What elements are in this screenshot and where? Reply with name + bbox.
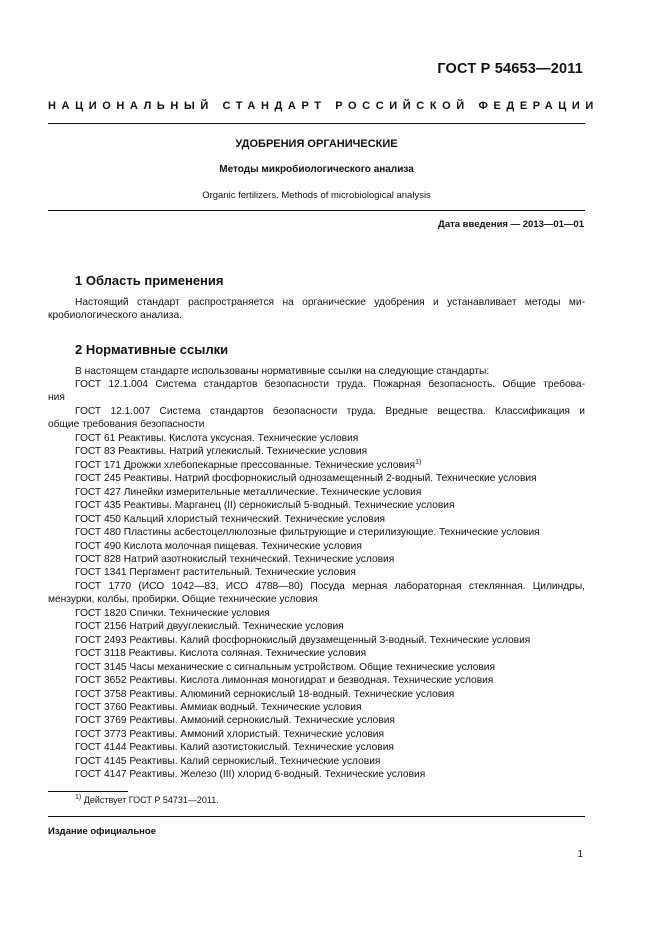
reference-item: ГОСТ 450 Кальций хлористый технический. Технические условия [75,514,386,525]
reference-item: ГОСТ 61 Реактивы. Кислота уксусная. Технические условия [75,433,359,444]
reference-item: ГОСТ 2493 Реактивы. Калий фосфорнокислый двузамещенный 3-водный. Технические условия [75,635,531,646]
reference-item: ГОСТ 3758 Реактивы. Алюминий сернокислый 18-водный. Технические условия [75,689,455,700]
section-1-text [75,296,585,309]
national-standard-banner: НАЦИОНАЛЬНЫЙ СТАНДАРТ РОССИЙСКОЙ ФЕДЕРАЦИИ [48,100,599,112]
reference-item: ГОСТ 3145 Часы механические с сигнальным устройством. Общие технические условия [75,662,496,673]
footnote-rule [48,791,128,792]
reference-line: ГОСТ 12.1.007 Система стандартов безопасности труда. Вредные вещества. Классификация и [75,406,585,417]
footer-rule [48,816,585,817]
gost-number: ГОСТ Р 54653—2011 [437,61,583,77]
header-rule [48,123,585,124]
reference-item: ГОСТ 2156 Натрий двууглекислый. Технические условия [75,621,344,632]
reference-text: ГОСТ 171 Дрожжи хлебопекарные прессованные. Технические условия [75,460,416,471]
reference-item: ГОСТ 1341 Пергамент растительный. Технические условия [75,567,356,578]
reference-item: ГОСТ 3760 Реактивы. Аммиак водный. Технические условия [75,702,362,713]
reference-item [75,580,585,593]
reference-item: ГОСТ 427 Линейки измерительные металлические. Технические условия [75,487,422,498]
reference-item: ГОСТ 245 Реактивы. Натрий фосфорнокислый однозамещенный 2-водный. Технические условия [75,473,537,484]
section-1-line: Настоящий стандарт распространяется на органические удобрения и устанавливает методы ми- [75,297,585,308]
reference-item [75,459,421,472]
footnote-marker: 1) [415,459,422,466]
reference-item [75,378,585,391]
footnote-text: Действует ГОСТ Р 54731—2011. [81,795,219,805]
reference-item: ГОСТ 490 Кислота молочная пищевая. Технические условия [75,541,362,552]
footnote-mark: 1) [75,794,82,801]
reference-item: ГОСТ 3118 Реактивы. Кислота соляная. Технические условия [75,648,367,659]
section-2-intro: В настоящем стандарте использованы нормативные ссылки на следующие стандарты: [75,366,490,377]
title-rule [48,210,585,211]
footnote [75,795,219,805]
reference-item [75,405,585,418]
section-1-line: кробиологического анализа. [48,310,182,321]
reference-continuation: мензурки, колбы, пробирки. Общие технические условия [48,594,318,605]
reference-item: ГОСТ 1820 Спички. Технические условия [75,608,270,619]
reference-item: ГОСТ 83 Реактивы. Натрий углекислый. Технические условия [75,446,368,457]
reference-item: ГОСТ 480 Пластины асбестоцеллюлозные фильтрующие и стерилизующие. Технические условия [75,527,540,538]
document-title-english: Organic fertilizers. Methods of microbiological analysis [202,190,431,201]
reference-continuation: общие требования безопасности [48,419,205,430]
reference-item: ГОСТ 3773 Реактивы. Аммоний хлористый. Технические условия [75,729,384,740]
introduction-date: Дата введения — 2013—01—01 [438,219,584,230]
reference-item: ГОСТ 435 Реактивы. Марганец (II) сернокислый 5-водный. Технические условия [75,500,455,511]
reference-line: ГОСТ 1770 (ИСО 1042—83, ИСО 4788—80) Посуда мерная лабораторная стеклянная. Цилиндры, [75,581,585,592]
reference-item: ГОСТ 3769 Реактивы. Аммоний сернокислый. Технические условия [75,715,395,726]
reference-item: ГОСТ 4147 Реактивы. Железо (III) хлорид 6-водный. Технические условия [75,769,426,780]
section-2-heading: 2 Нормативные ссылки [75,342,229,357]
reference-item: ГОСТ 3652 Реактивы. Кислота лимонная моногидрат и безводная. Технические условия [75,675,494,686]
reference-continuation: ния [48,392,65,403]
reference-item: ГОСТ 4145 Реактивы. Калий сернокислый. Технические условия [75,756,381,767]
reference-line: ГОСТ 12.1.004 Система стандартов безопасности труда. Пожарная безопасность. Общие требова- [75,379,585,390]
reference-item: ГОСТ 4144 Реактивы. Калий азотистокислый. Технические условия [75,742,394,753]
page-number: 1 [577,849,583,860]
document-subtitle: Методы микробиологического анализа [219,164,414,175]
section-1-heading: 1 Область применения [75,273,224,288]
edition-label: Издание официальное [48,826,156,837]
reference-item: ГОСТ 828 Натрий азотнокислый технический. Технические условия [75,554,395,565]
document-title: УДОБРЕНИЯ ОРГАНИЧЕСКИЕ [235,138,398,150]
